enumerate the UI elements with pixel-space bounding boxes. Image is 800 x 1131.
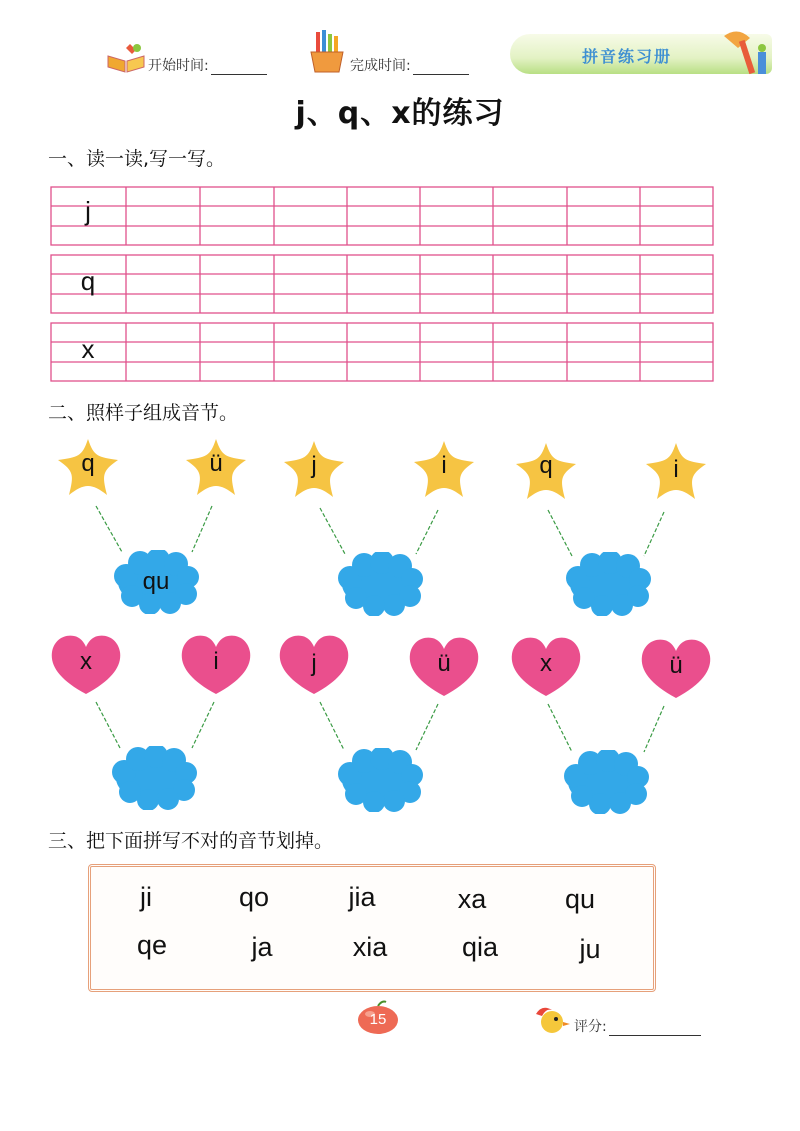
heart-label: ü [437,650,451,677]
score-field [574,1016,701,1036]
grid-row-label-q: q [80,266,96,296]
syllable-item[interactable]: qe [136,930,168,960]
score-label: 评分: [574,1019,607,1035]
chick-icon [532,1004,572,1038]
grid-row-label-j: j [85,196,91,226]
syllable-item[interactable]: xia [352,932,388,962]
syllable-item[interactable]: ju [579,934,601,964]
syllable-item[interactable]: ja [251,932,273,962]
star-label: ü [209,450,223,477]
cloud-shape[interactable] [560,750,652,814]
star-label: i [441,452,447,479]
star-label: j [311,452,317,479]
book-title: 拼音练习册 [582,47,673,66]
star-label: i [673,456,679,483]
cloud-shape[interactable] [334,552,426,616]
section-3-title: 三、把下面拼写不对的音节划掉。 [48,830,334,852]
heart-label: ü [669,652,683,679]
page-number: 15 [369,1011,387,1028]
heart-label: i [213,648,219,675]
cloud-shape[interactable] [108,746,200,810]
heart-label: j [311,650,317,677]
heart-label: x [80,648,92,675]
syllable-item[interactable]: qia [461,932,499,962]
cloud-answer[interactable]: qu [142,568,170,595]
cloud-shape[interactable] [562,552,654,616]
grid-row-label-x: x [81,334,95,364]
star-label: q [539,452,553,479]
section-2-title: 二、照样子组成音节。 [48,402,239,424]
syllable-item[interactable]: qu [564,884,596,914]
syllable-item[interactable]: xa [457,884,487,914]
heart-label: x [540,650,552,677]
syllable-item[interactable]: ji [140,882,152,912]
cloud-shape[interactable] [334,748,426,812]
section-1-title: 一、读一读,写一写。 [48,148,226,170]
finish-time-label: 完成时间: [350,58,411,74]
syllable-item[interactable]: qo [238,882,270,912]
page-title: j、q、x的练习 [295,96,505,131]
score-blank[interactable] [609,1021,701,1036]
start-time-label: 开始时间: [148,58,209,74]
star-label: q [81,450,95,477]
syllable-item[interactable]: jia [348,882,376,912]
